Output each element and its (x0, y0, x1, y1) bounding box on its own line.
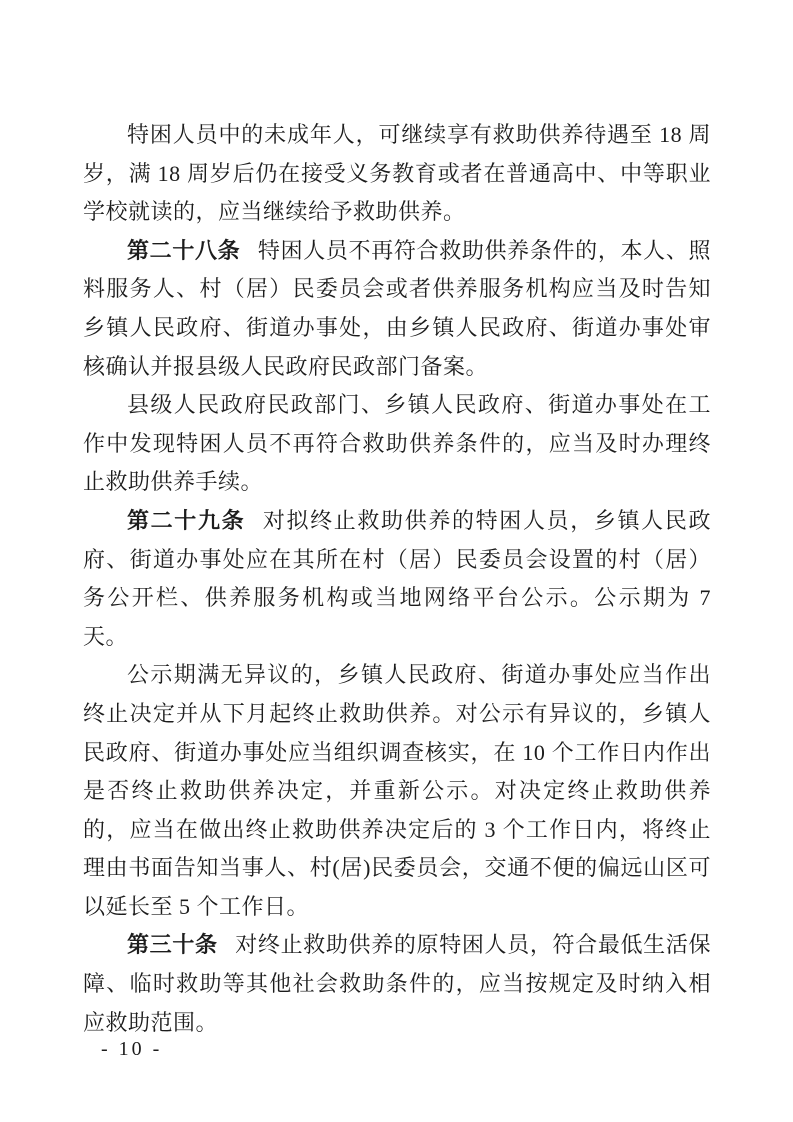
paragraph-text: 公示期满无异议的，乡镇人民政府、街道办事处应当作出终止决定并从下月起终止救助供养。对公示有异议的，乡镇人民政府、街道办事处应当组织调查核实，在 10 个工作日内作出是否终止救助供养决定，并重新公示。对决定终止救助供养的，应当在做出终止救助供养决定后的 3 个工作日内，将终止理由书面告知当事人、村(居)民委员会，交通不便的偏远山区可以延长至 5 个工作日。 (83, 662, 711, 919)
paragraph-article-28 (83, 232, 711, 386)
paragraph (83, 386, 711, 502)
paragraph (83, 656, 711, 926)
paragraph (83, 116, 711, 232)
paragraph-text: 对拟终止救助供养的特困人员，乡镇人民政府、街道办事处应在其所在村（居）民委员会设置的村（居）务公开栏、供养服务机构或当地网络平台公示。公示期为 7 天。 (83, 507, 711, 649)
article-29-heading: 第二十九条 (127, 507, 246, 533)
paragraph-text: 县级人民政府民政部门、乡镇人民政府、街道办事处在工作中发现特困人员不再符合救助供养条件的，应当及时办理终止救助供养手续。 (83, 392, 711, 495)
paragraph-article-29 (83, 502, 711, 656)
paragraph-text: 特困人员中的未成年人，可继续享有救助供养待遇至 18 周岁，满 18 周岁后仍在接受义务教育或者在普通高中、中等职业学校就读的，应当继续给予救助供养。 (83, 122, 711, 225)
document-body (83, 116, 711, 1042)
page-number: - 10 - (101, 1038, 163, 1060)
paragraph-article-30 (83, 926, 711, 1042)
article-30-heading: 第三十条 (127, 932, 218, 958)
paragraph-text: 对终止救助供养的原特困人员，符合最低生活保障、临时救助等其他社会救助条件的，应当按规定及时纳入相应救助范围。 (83, 932, 711, 1035)
paragraph-text: 特困人员不再符合救助供养条件的，本人、照料服务人、村（居）民委员会或者供养服务机构应当及时告知乡镇人民政府、街道办事处，由乡镇人民政府、街道办事处审核确认并报县级人民政府民政部门备案。 (83, 237, 711, 379)
article-28-heading: 第二十八条 (127, 237, 241, 263)
